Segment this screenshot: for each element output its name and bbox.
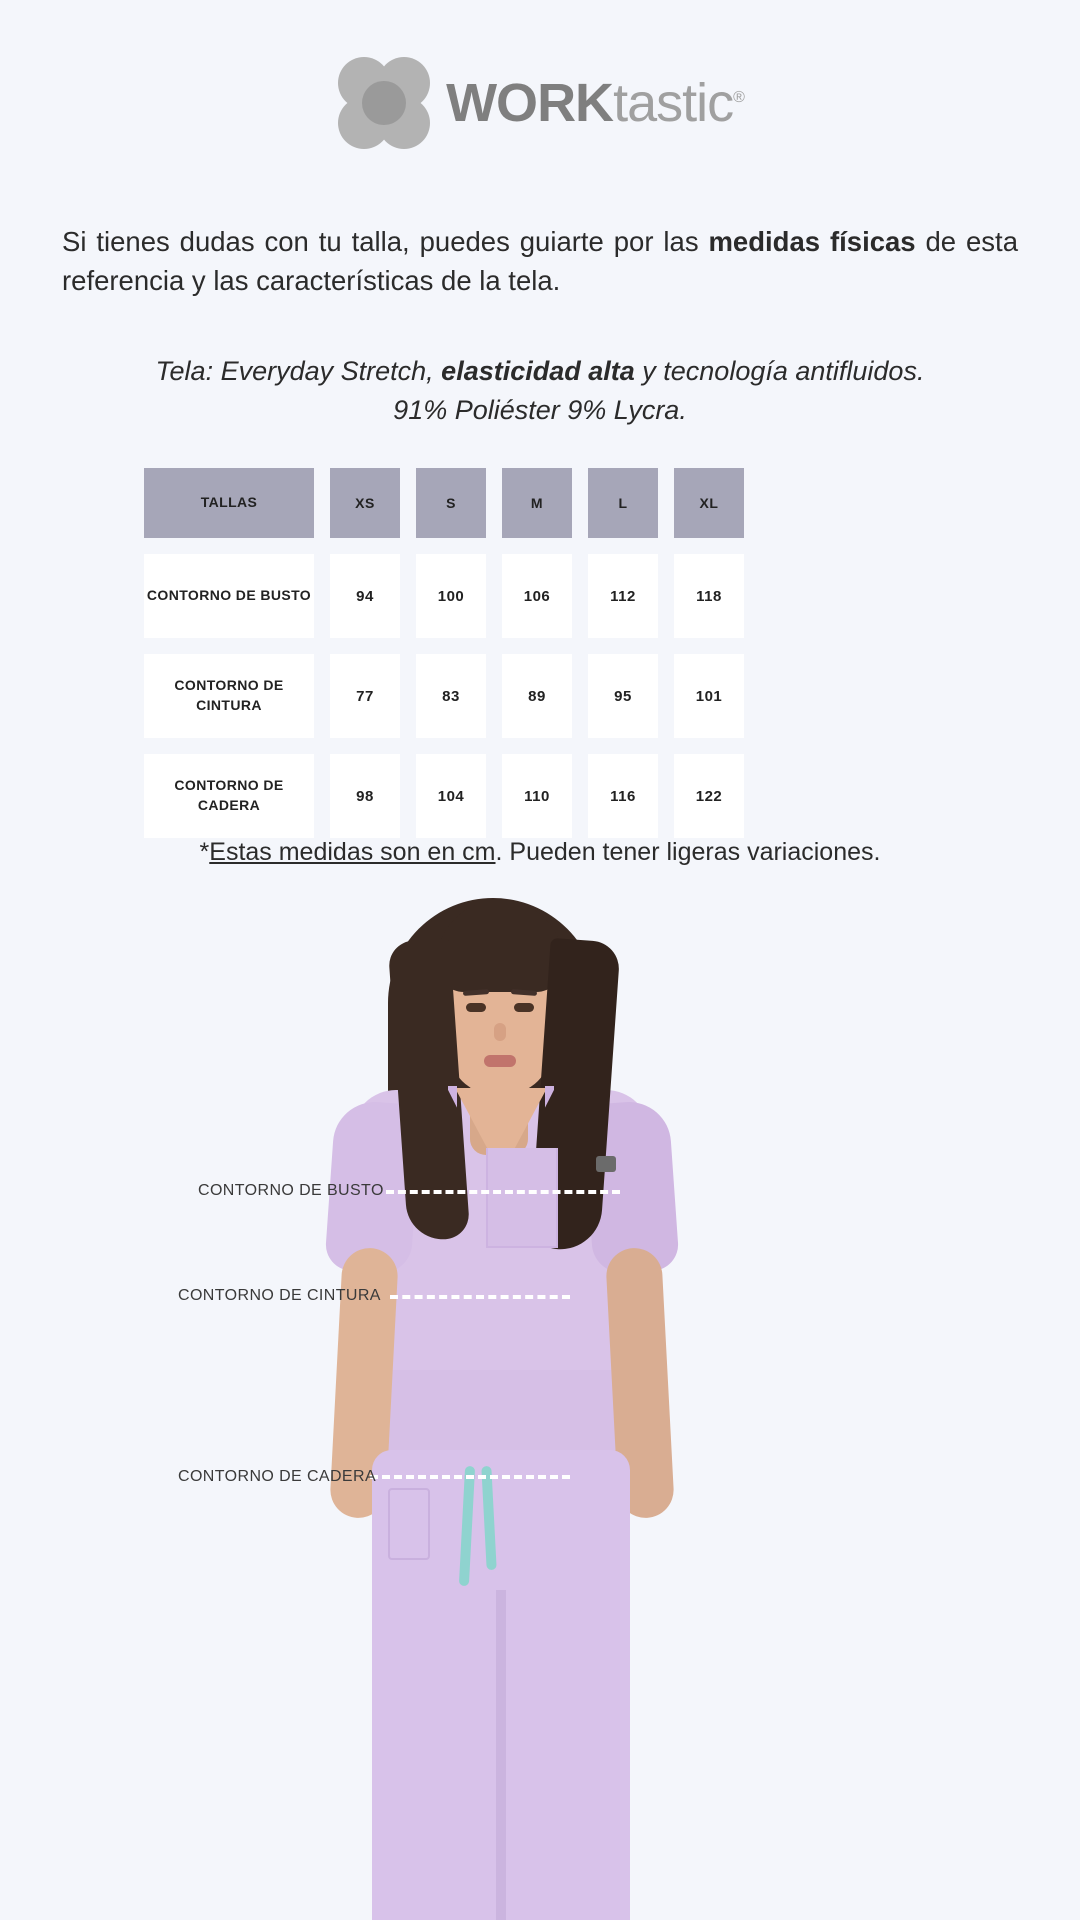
bust-measure-line xyxy=(386,1190,620,1194)
cintura-s: 83 xyxy=(416,654,486,738)
fabric-text-part1: Tela: Everyday Stretch, xyxy=(155,356,442,386)
row-label-busto: CONTORNO DE BUSTO xyxy=(144,554,314,638)
table-header-label: TALLAS xyxy=(144,468,314,538)
model-photo xyxy=(0,890,1080,1920)
intro-text-bold: medidas físicas xyxy=(708,226,916,257)
intro-paragraph xyxy=(62,222,1018,300)
brand-logo xyxy=(0,55,1080,151)
hip-measure-label: CONTORNO DE CADERA xyxy=(178,1468,377,1485)
footnote-asterisk: * xyxy=(199,838,210,866)
hip-measure-line xyxy=(370,1475,570,1479)
cadera-xl: 122 xyxy=(674,754,744,838)
registered-mark: ® xyxy=(733,89,744,106)
footnote-underlined: Estas medidas son en cm xyxy=(209,838,496,866)
measurement-footnote xyxy=(62,838,1018,867)
busto-m: 106 xyxy=(502,554,572,638)
busto-xs: 94 xyxy=(330,554,400,638)
fabric-text-bold: elasticidad alta xyxy=(441,356,635,386)
worktastic-flower-logo-icon xyxy=(336,55,432,151)
table-header-size-l: L xyxy=(588,468,658,538)
size-table xyxy=(144,468,738,854)
cadera-s: 104 xyxy=(416,754,486,838)
brand-name-light: tastic xyxy=(613,73,734,133)
table-row xyxy=(144,654,738,738)
brand-wordmark xyxy=(446,72,744,134)
table-header-size-m: M xyxy=(502,468,572,538)
busto-s: 100 xyxy=(416,554,486,638)
table-header-size-xl: XL xyxy=(674,468,744,538)
table-header-size-s: S xyxy=(416,468,486,538)
cintura-xs: 77 xyxy=(330,654,400,738)
bust-measure-label: CONTORNO DE BUSTO xyxy=(198,1182,384,1199)
row-label-cintura: CONTORNO DE CINTURA xyxy=(144,654,314,738)
table-row xyxy=(144,754,738,838)
cintura-l: 95 xyxy=(588,654,658,738)
row-label-cadera: CONTORNO DE CADERA xyxy=(144,754,314,838)
footnote-rest: . Pueden tener ligeras variaciones. xyxy=(495,838,881,866)
cintura-xl: 101 xyxy=(674,654,744,738)
waist-measure-line xyxy=(390,1295,570,1299)
busto-xl: 118 xyxy=(674,554,744,638)
fabric-composition: 91% Poliéster 9% Lycra. xyxy=(393,395,687,426)
fabric-description xyxy=(62,352,1018,430)
intro-text-part1: Si tienes dudas con tu talla, puedes guiarte por las xyxy=(62,226,709,257)
table-header-size-xs: XS xyxy=(330,468,400,538)
fabric-text-part2: y tecnología antifluidos. xyxy=(634,356,925,386)
cadera-m: 110 xyxy=(502,754,572,838)
cadera-l: 116 xyxy=(588,754,658,838)
brand-name-bold: WORK xyxy=(446,73,614,133)
intro-text-part2: de esta referencia y las características de la tela. xyxy=(62,226,1018,297)
table-header-row xyxy=(144,468,738,538)
table-row xyxy=(144,554,738,638)
busto-l: 112 xyxy=(588,554,658,638)
cintura-m: 89 xyxy=(502,654,572,738)
cadera-xs: 98 xyxy=(330,754,400,838)
waist-measure-label: CONTORNO DE CINTURA xyxy=(178,1287,381,1304)
